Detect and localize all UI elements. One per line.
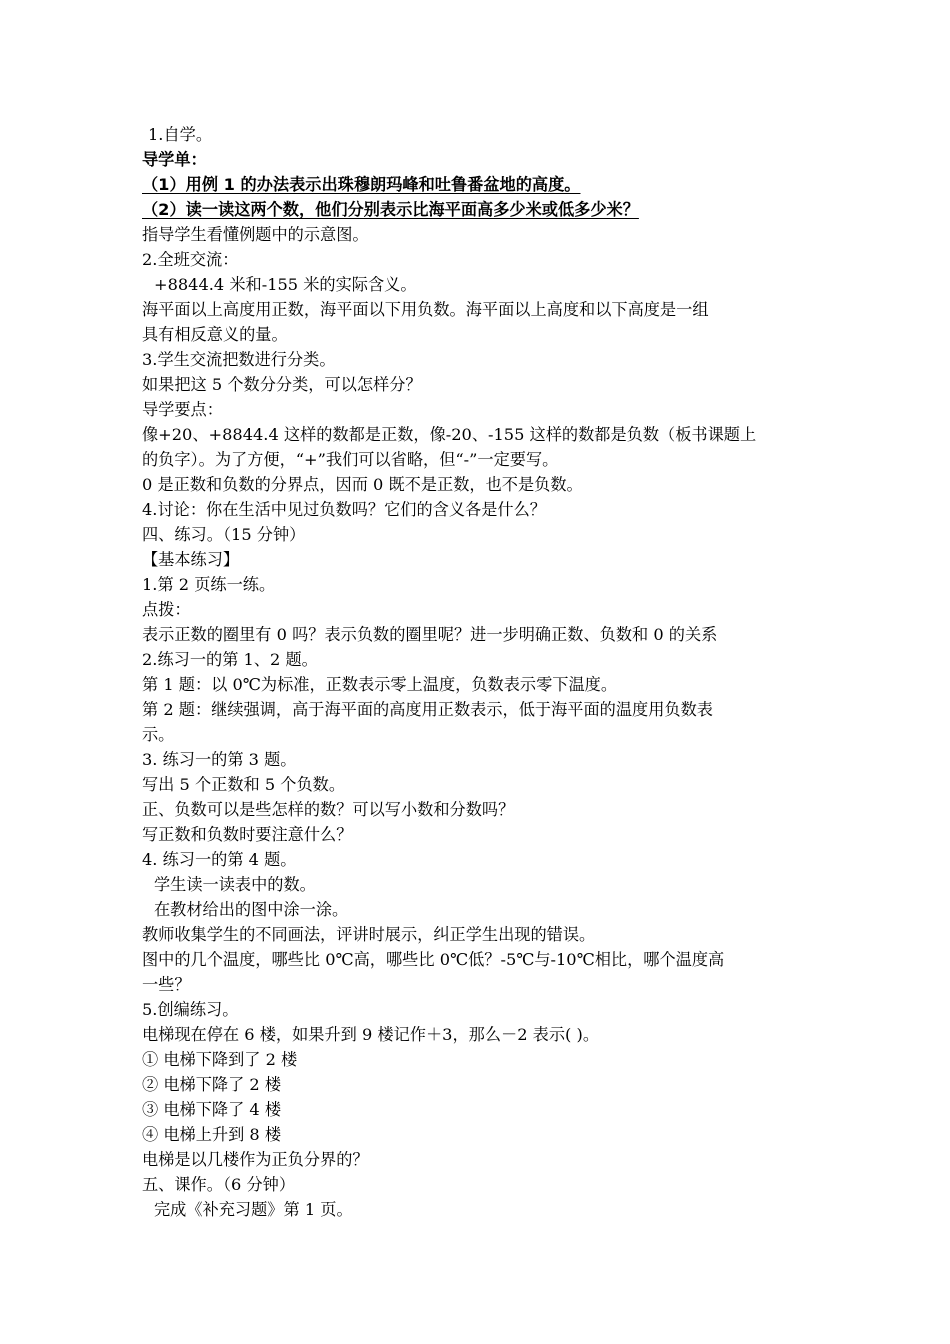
text-line: 五、课作。（6 分钟） [142,1175,296,1194]
text-line: 教师收集学生的不同画法，评讲时展示，纠正学生出现的错误。 [142,925,596,944]
option-4: ④ 电梯上升到 8 楼 [142,1125,282,1144]
text-line: 具有相反意义的量。 [142,325,288,344]
text-line: 第 2 题：继续强调，高于海平面的高度用正数表示，低于海平面的温度用负数表 [142,700,713,719]
text-line: 像+20、+8844.4 这样的数都是正数，像-20、-155 这样的数都是负数（板书课题上 [142,425,757,444]
text-line: +8844.4 米和-155 米的实际含义。 [154,275,417,294]
text-line: 海平面以上高度用正数，海平面以下用负数。海平面以上高度和以下高度是一组 [142,300,709,319]
text-line: 2.练习一的第 1、2 题。 [142,650,318,669]
text-line: 3. 练习一的第 3 题。 [142,750,297,769]
text-line: 1.第 2 页练一练。 [142,575,276,594]
text-line: 【基本练习】 [142,550,240,569]
text-line: 如果把这 5 个数分分类，可以怎样分？ [142,375,422,394]
option-3: ③ 电梯下降了 4 楼 [142,1100,282,1119]
text-line: 1.自学。 [148,125,213,144]
question-1: （1）用例 1 的办法表示出珠穆朗玛峰和吐鲁番盆地的高度。 [142,175,581,194]
text-line: 正、负数可以是些怎样的数？可以写小数和分数吗？ [142,800,515,819]
text-line: 写出 5 个正数和 5 个负数。 [142,775,346,794]
question-2: （2）读一读这两个数，他们分别表示比海平面高多少米或低多少米？ [142,200,639,219]
text-line: 指导学生看懂例题中的示意图。 [142,225,369,244]
text-line: 2.全班交流： [142,250,239,269]
text-line: 0 是正数和负数的分界点，因而 0 既不是正数，也不是负数。 [142,475,583,494]
text-line: 学生读一读表中的数。 [154,875,316,894]
text-line: 4.讨论：你在生活中见过负数吗？它们的含义各是什么？ [142,500,546,519]
option-1: ① 电梯下降到了 2 楼 [142,1050,298,1069]
text-line: 第 1 题：以 0℃为标准，正数表示零上温度，负数表示零下温度。 [142,675,618,694]
text-line: 完成《补充习题》第 1 页。 [154,1200,353,1219]
text-line: 的负字）。为了方便，“+”我们可以省略，但“-”一定要写。 [142,450,559,469]
text-line: 电梯现在停在 6 楼，如果升到 9 楼记作＋3，那么－2 表示( )。 [142,1025,600,1044]
text-line: 一些？ [142,975,191,994]
text-line: 电梯是以几楼作为正负分界的？ [142,1150,369,1169]
text-line: 表示正数的圈里有 0 吗？表示负数的圈里呢？进一步明确正数、负数和 0 的关系 [142,625,718,644]
text-line: 示。 [142,725,175,744]
text-line: 5.创编练习。 [142,1000,239,1019]
option-2: ② 电梯下降了 2 楼 [142,1075,282,1094]
text-line: 点拨： [142,600,191,619]
text-line: 图中的几个温度，哪些比 0℃高，哪些比 0℃低？-5℃与-10℃相比，哪个温度高 [142,950,725,969]
text-line: 四、练习。（15 分钟） [142,525,306,544]
text-line: 在教材给出的图中涂一涂。 [154,900,349,919]
section-heading: 导学单： [142,150,207,169]
text-line: 4. 练习一的第 4 题。 [142,850,297,869]
text-line: 导学要点： [142,400,223,419]
text-line: 写正数和负数时要注意什么？ [142,825,353,844]
text-line: 3.学生交流把数进行分类。 [142,350,336,369]
